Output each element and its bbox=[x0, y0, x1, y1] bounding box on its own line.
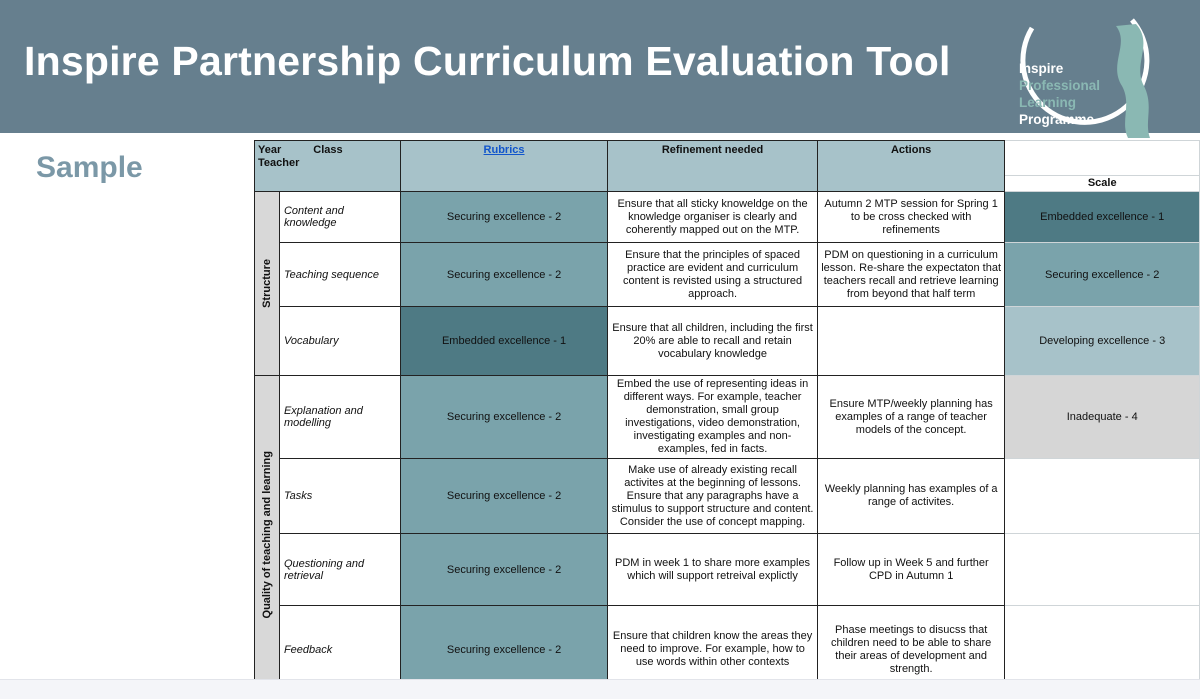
logo-line-inspire: Inspire bbox=[1019, 61, 1064, 76]
criterion-questioning-retrieval: Questioning and retrieval bbox=[279, 534, 400, 606]
refinement-cell: Embed the use of representing ideas in different ways. For example, teacher demonstration, small group investigations, video demonstration, investigating examples and non-examples, fed in facts. bbox=[608, 376, 818, 459]
logo-line-programme: Programme bbox=[1019, 112, 1095, 127]
scale-level-1: Embedded excellence - 1 bbox=[1005, 192, 1200, 243]
header-teacher: Teacher bbox=[258, 157, 300, 169]
refinement-cell: Ensure that all children, including the first 20% are able to recall and retain vocabulary knowledge bbox=[608, 307, 818, 376]
sample-label: Sample bbox=[36, 151, 143, 184]
refinement-cell: PDM in week 1 to share more examples which will support retreival explictly bbox=[608, 534, 818, 606]
bottom-strip bbox=[0, 679, 1200, 699]
criterion-feedback: Feedback bbox=[279, 606, 400, 694]
header-actions: Actions bbox=[817, 141, 1005, 192]
scale-empty-cell bbox=[1005, 534, 1200, 606]
logo-text bbox=[1019, 60, 1100, 128]
header-year-class-teacher bbox=[255, 141, 401, 192]
logo-line-professional: Professional bbox=[1019, 78, 1101, 93]
rubric-cell[interactable]: Securing excellence - 2 bbox=[400, 243, 607, 307]
refinement-cell: Ensure that children know the areas they need to improve. For example, how to use words within other contexts bbox=[608, 606, 818, 694]
rubric-cell[interactable]: Securing excellence - 2 bbox=[400, 192, 607, 243]
action-cell: Ensure MTP/weekly planning has examples of a range of teacher models of the concept. bbox=[817, 376, 1005, 459]
rubric-cell[interactable]: Embedded excellence - 1 bbox=[400, 307, 607, 376]
criterion-vocabulary: Vocabulary bbox=[279, 307, 400, 376]
criterion-explanation-modelling: Explanation and modelling bbox=[279, 376, 400, 459]
refinement-cell: Ensure that the principles of spaced practice are evident and curriculum content is revisted using a structured approach. bbox=[608, 243, 818, 307]
scale-title: Scale bbox=[1005, 175, 1199, 191]
action-cell: PDM on questioning in a curriculum lesson. Re-share the expectaton that teachers recall and retrieve learning from beyond that half term bbox=[817, 243, 1005, 307]
scale-level-3: Developing excellence - 3 bbox=[1005, 307, 1200, 376]
scale-header-cell bbox=[1005, 141, 1200, 192]
action-cell: Autumn 2 MTP session for Spring 1 to be cross checked with refinements bbox=[817, 192, 1005, 243]
action-cell: Weekly planning has examples of a range of activites. bbox=[817, 459, 1005, 534]
scale-level-2: Securing excellence - 2 bbox=[1005, 243, 1200, 307]
scale-level-4: Inadequate - 4 bbox=[1005, 376, 1200, 459]
refinement-cell: Ensure that all sticky knoweldge on the knowledge organiser is clearly and coherently mapped out on the MTP. bbox=[608, 192, 818, 243]
page-title: Inspire Partnership Curriculum Evaluation Tool bbox=[24, 38, 951, 84]
action-cell: Phase meetings to disucss that children need to be able to share their areas of development and strength. bbox=[817, 606, 1005, 694]
criterion-content-knowledge: Content and knowledge bbox=[279, 192, 400, 243]
evaluation-table bbox=[254, 140, 1200, 694]
rubric-cell[interactable]: Securing excellence - 2 bbox=[400, 376, 607, 459]
action-cell: Follow up in Week 5 and further CPD in Autumn 1 bbox=[817, 534, 1005, 606]
header-year: Year bbox=[258, 144, 282, 156]
rubric-cell[interactable]: Securing excellence - 2 bbox=[400, 459, 607, 534]
header-class: Class bbox=[313, 144, 343, 156]
header-rubrics bbox=[400, 141, 607, 192]
category-quality bbox=[255, 376, 280, 694]
rubric-cell[interactable]: Securing excellence - 2 bbox=[400, 606, 607, 694]
criterion-tasks: Tasks bbox=[279, 459, 400, 534]
scale-empty-cell bbox=[1005, 459, 1200, 534]
category-quality-label: Quality of teaching and learning bbox=[260, 450, 273, 619]
action-cell bbox=[817, 307, 1005, 376]
refinement-cell: Make use of already existing recall activites at the beginning of lessons. Ensure that any paragraphs have a stimulus to support structure and content. Consider the use of concept mapping. bbox=[608, 459, 818, 534]
logo-line-learning: Learning bbox=[1019, 95, 1077, 110]
header-refinement: Refinement needed bbox=[608, 141, 818, 192]
rubric-cell[interactable]: Securing excellence - 2 bbox=[400, 534, 607, 606]
criterion-teaching-sequence: Teaching sequence bbox=[279, 243, 400, 307]
category-structure-label: Structure bbox=[260, 259, 273, 308]
rubrics-link[interactable]: Rubrics bbox=[483, 144, 525, 156]
category-structure bbox=[255, 192, 280, 376]
